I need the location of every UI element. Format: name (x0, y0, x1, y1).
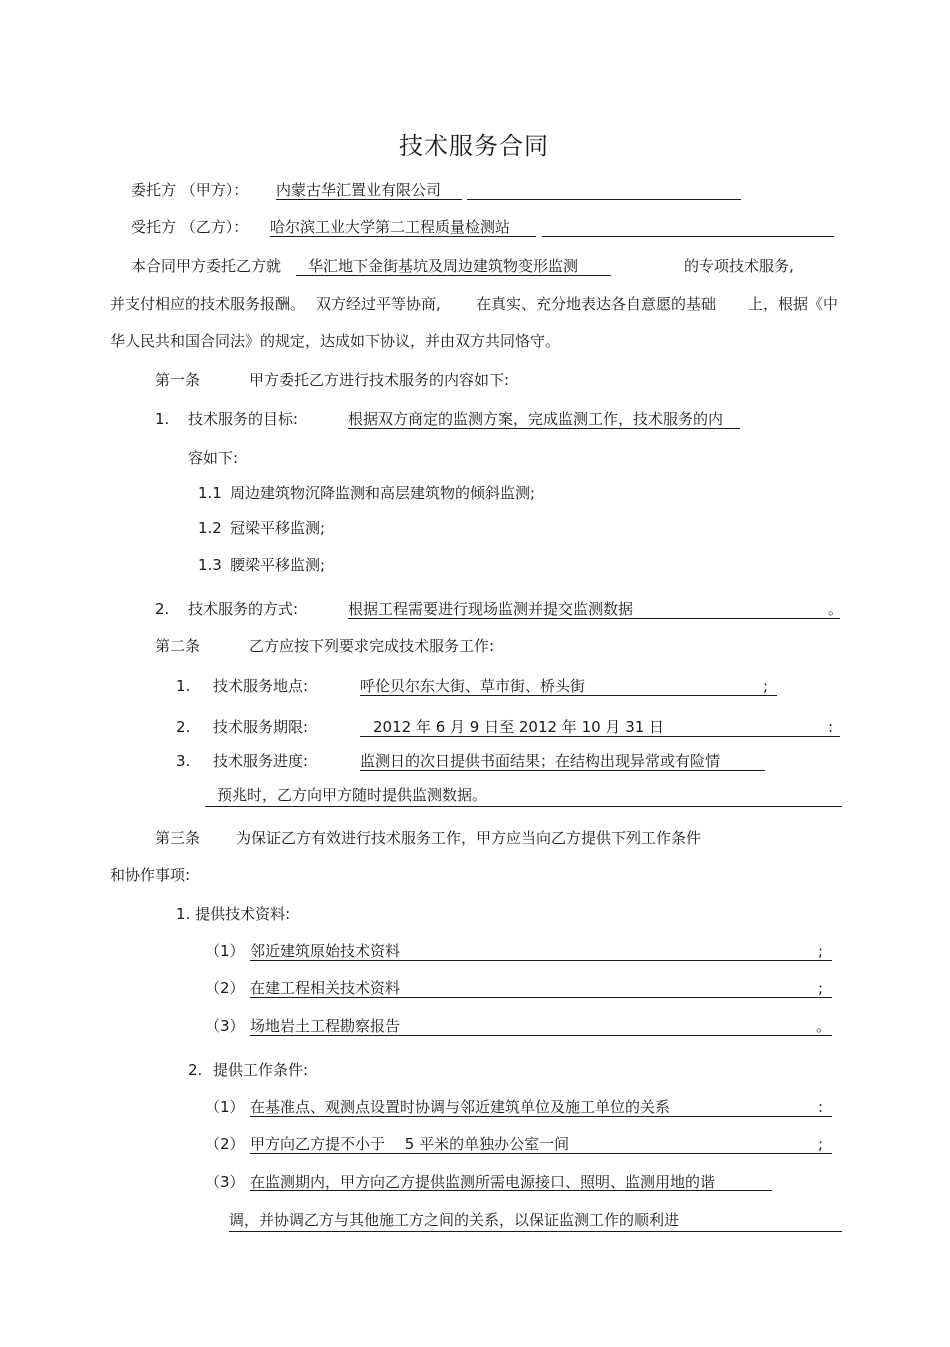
article3-continuation: 和协作事项: (110, 866, 191, 884)
article3-s1-item1-underline (250, 960, 832, 961)
article1-item1-label: 技术服务的目标: (188, 410, 299, 428)
article3-s1-item3-number: （3） (205, 1017, 245, 1035)
article2-item3-underline (360, 770, 765, 771)
article1-sub3-number: 1.3 (198, 556, 222, 574)
article3-s2-item3-continuation: 调，并协调乙方与其他施工方之间的关系，以保证监测工作的顺利进 (229, 1211, 680, 1229)
contract-title: 技术服务合同 (399, 132, 549, 160)
article2-item3-number: 3. (176, 752, 191, 770)
article2-item2-number: 2. (176, 718, 191, 736)
article2-heading: 第二条 (155, 637, 201, 655)
article2-item2-underline (360, 736, 840, 737)
article1-item2-label: 技术服务的方式: (188, 600, 299, 618)
article3-s2-item1-text: 在基准点、观测点设置时协调与邻近建筑单位及施工单位的关系 (250, 1098, 671, 1116)
article3-s1-item1-end: ; (818, 942, 824, 960)
article2-item1-label: 技术服务地点: (213, 677, 309, 695)
article3-s2-item2-number: （2） (205, 1135, 245, 1153)
article3-text: 为保证乙方有效进行技术服务工作，甲方应当向乙方提供下列工作条件 (236, 829, 702, 847)
article3-s2-item2-end: ; (818, 1135, 824, 1153)
party-b-blank-line (542, 236, 834, 237)
intro-line2-c: 在真实、充分地表达各自意愿的基础 (476, 295, 717, 313)
article3-s2-item3-underline (250, 1190, 772, 1191)
article1-sub2-number: 1.2 (198, 519, 222, 537)
intro-line3: 华人民共和国合同法》的规定，达成如下协议，并由双方共同恪守。 (110, 332, 561, 350)
article2-item1-end: ; (763, 677, 769, 695)
article2-item1-value: 呼伦贝尔东大街、草市街、桥头街 (360, 677, 586, 695)
article1-item2-end: 。 (828, 600, 844, 618)
party-a-name: 内蒙古华汇置业有限公司 (276, 181, 442, 199)
article3-s2-item3-continuation-underline (229, 1231, 842, 1232)
article1-item1-value: 根据双方商定的监测方案，完成监测工作，技术服务的内 (348, 410, 724, 428)
article2-item1-number: 1. (176, 677, 191, 695)
article3-s2-item1-number: （1） (205, 1098, 245, 1116)
party-a-blank-line (467, 199, 741, 200)
party-b-name: 哈尔滨工业大学第二工程质量检测站 (270, 218, 511, 236)
article3-section2-heading: 提供工作条件: (213, 1061, 309, 1079)
article3-section1-heading: 1. 提供技术资料: (176, 905, 291, 923)
article1-item2-value: 根据工程需要进行现场监测并提交监测数据 (348, 600, 634, 618)
article2-item1-underline (360, 695, 777, 696)
article3-s1-item2-number: （2） (205, 979, 245, 997)
intro-project-name: 华汇地下金街基坑及周边建筑物变形监测 (308, 257, 579, 275)
article3-s1-item3-text: 场地岩土工程勘察报告 (250, 1017, 401, 1035)
article3-s2-item3-text: 在监测期内，甲方向乙方提供监测所需电源接口、照明、监测用地的谐 (250, 1173, 716, 1191)
article3-s2-item2-underline (250, 1153, 832, 1154)
article1-item2-underline (348, 618, 840, 619)
intro-project-underline (296, 275, 611, 276)
article2-item3-value: 监测日的次日提供书面结果；在结构出现异常或有险情 (360, 752, 721, 770)
article3-s2-item1-end: : (818, 1098, 824, 1116)
party-b-name-underline (270, 236, 536, 237)
article3-s1-item2-end: ; (818, 979, 824, 997)
article2-item2-value: 2012 年 6 月 9 日至 2012 年 10 月 31 日 (373, 718, 665, 736)
article1-text: 甲方委托乙方进行技术服务的内容如下: (249, 371, 510, 389)
article1-heading: 第一条 (155, 371, 201, 389)
article1-sub1-number: 1.1 (198, 484, 222, 502)
party-a-label: 委托方 （甲方）： (131, 181, 249, 199)
article3-s2-item2-text: 甲方向乙方提不小于 5 平米的单独办公室一间 (250, 1135, 570, 1153)
article3-s1-item3-underline (250, 1035, 832, 1036)
article3-s1-item1-text: 邻近建筑原始技术资料 (250, 942, 401, 960)
article3-s1-item3-end: 。 (816, 1017, 832, 1035)
intro-line2-a: 并支付相应的技术服务报酬。 (110, 295, 306, 313)
article3-s1-item2-underline (250, 997, 832, 998)
article1-item2-number: 2. (155, 600, 170, 618)
article2-item3-continuation-underline (205, 806, 842, 807)
article2-item2-label: 技术服务期限: (213, 718, 309, 736)
article3-heading: 第三条 (155, 829, 201, 847)
article2-item3-continuation: 预兆时，乙方向甲方随时提供监测数据。 (217, 786, 488, 804)
article3-s2-item1-underline (250, 1116, 832, 1117)
intro-line2-b: 双方经过平等协商, (316, 295, 441, 313)
article2-item3-label: 技术服务进度: (213, 752, 309, 770)
article1-sub2-text: 冠梁平移监测; (230, 519, 326, 537)
party-a-name-underline (276, 199, 462, 200)
intro-suffix: 的专项技术服务, (684, 257, 794, 275)
article1-item1-continuation: 容如下: (188, 449, 239, 467)
article2-text: 乙方应按下列要求完成技术服务工作: (249, 637, 495, 655)
article1-item1-number: 1. (155, 410, 170, 428)
intro-prefix: 本合同甲方委托乙方就 (131, 257, 282, 275)
article3-section2-number: 2. (188, 1061, 203, 1079)
article1-item1-underline (348, 428, 740, 429)
article3-s2-item3-number: （3） (205, 1173, 245, 1191)
article3-s1-item2-text: 在建工程相关技术资料 (250, 979, 401, 997)
party-b-label: 受托方 （乙方）： (131, 218, 249, 236)
intro-line2-d: 上，根据《中 (748, 295, 839, 313)
article3-s1-item1-number: （1） (205, 942, 245, 960)
article1-sub1-text: 周边建筑物沉降监测和高层建筑物的倾斜监测; (230, 484, 536, 502)
article1-sub3-text: 腰梁平移监测; (230, 556, 326, 574)
article2-item2-end: : (828, 718, 834, 736)
